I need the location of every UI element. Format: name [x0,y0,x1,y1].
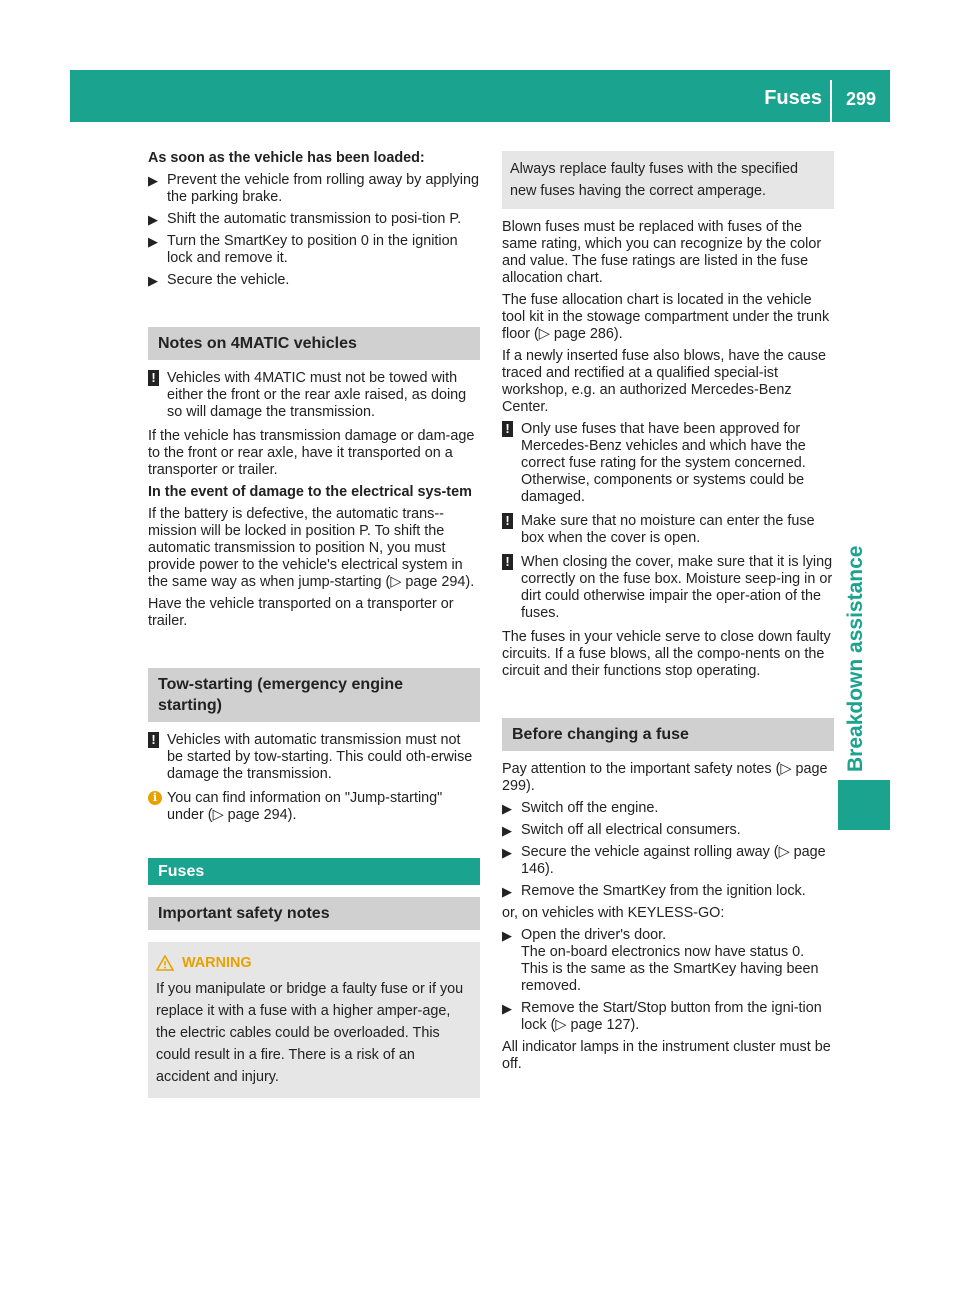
caution-note: ! Make sure that no moisture can enter the fuse box when the cover is open. [502,513,834,547]
paragraph: Have the vehicle transported on a transporter or trailer. [148,596,454,629]
left-column [148,150,480,1098]
electrical-heading: In the event of damage to the electrical sys-tem [148,484,472,500]
step-item: ▶ Turn the SmartKey to position 0 in the ignition lock and remove it. [148,233,458,266]
paragraph: All indicator lamps in the instrument cluster must be off. [502,1039,831,1072]
step-item: ▶ Switch off all electrical consumers. [502,822,741,838]
step-arrow-icon: ▶ [502,801,512,816]
header-bar [70,70,890,122]
step-item: ▶ Switch off the engine. [502,800,659,816]
paragraph: Blown fuses must be replaced with fuses of the same rating, which you can recognize by the color and value. The fuse ratings are listed in the fuse allocation chart. [502,219,822,286]
warning-text: If you manipulate or bridge a faulty fuse or if you replace it with a fuse with a higher amper-age, the electric cables could be overloaded. This could result in a fire. There is a risk of an accident and injury. [156,981,464,1085]
caution-icon: ! [502,421,513,437]
step-arrow-icon: ▶ [148,273,158,288]
paragraph: The fuse allocation chart is located in the vehicle tool kit in the stowage compartment under the trunk floor (▷ page 286). [502,292,830,342]
paragraph: If the battery is defective, the automatic trans-mission will be locked in position P. To shift the automatic transmission to position N, you must provide power to the vehicle's electrical system in the same way as when jump-starting (▷ page 294). [148,506,475,590]
step-arrow-icon: ▶ [148,173,158,188]
page-title: Fuses [764,87,822,109]
caution-note: ! Vehicles with 4MATIC must not be towed with either the front or the rear axle raised, as doing so will damage the transmission. [148,370,480,421]
step-arrow-icon: ▶ [502,1001,512,1016]
step-item: ▶ Remove the SmartKey from the ignition lock. [502,883,806,899]
caution-note: ! Vehicles with automatic transmission must not be started by tow-starting. This could oth-erwise damage the transmission. [148,732,480,783]
caution-note: ! Only use fuses that have been approved for Mercedes-Benz vehicles and which have the correct fuse rating for the system concerned. Otherwise, components or systems could be damaged. [502,421,834,506]
caution-icon: ! [502,513,513,529]
caution-icon: ! [148,732,159,748]
section-fuses-heading: Fuses [148,858,480,885]
caution-icon: ! [148,370,159,386]
callout-box: Always replace faulty fuses with the specified new fuses having the correct amperage. [502,151,834,209]
step-arrow-icon: ▶ [502,845,512,860]
paragraph: If the vehicle has transmission damage or dam-age to the front or rear axle, have it transported on a transporter or trailer. [148,428,475,478]
step-item: ▶ Open the driver's door. The on-board electronics now have status 0. This is the same as the SmartKey having been removed. [502,927,819,994]
paragraph: If a newly inserted fuse also blows, have the cause traced and rectified at a qualified special-ist workshop, e.g. an authorized Mercedes-Benz Center. [502,348,826,415]
step-arrow-icon: ▶ [502,928,512,943]
paragraph: Pay attention to the important safety notes (▷ page 299). [502,761,828,794]
step-item: ▶ Secure the vehicle against rolling away (▷ page 146). [502,844,826,877]
caution-icon: ! [502,554,513,570]
step-arrow-icon: ▶ [502,884,512,899]
step-item: ▶ Remove the Start/Stop button from the igni-tion lock (▷ page 127). [502,1000,822,1033]
step-arrow-icon: ▶ [502,823,512,838]
paragraph: The fuses in your vehicle serve to close down faulty circuits. If a fuse blows, all the compo-nents on the circuit and their functions stop operating. [502,629,831,679]
step-item: ▶ Shift the automatic transmission to posi-tion P. [148,211,462,227]
info-icon: i [148,791,162,805]
step-item: ▶ Secure the vehicle. [148,272,290,288]
page-number: 299 [845,89,877,109]
section-4matic-heading: Notes on 4MATIC vehicles [148,327,480,360]
step-arrow-icon: ▶ [148,212,158,227]
warning-triangle-icon [156,955,174,971]
section-safety-heading: Important safety notes [148,897,480,930]
side-tab-block [838,780,890,830]
step-arrow-icon: ▶ [148,234,158,249]
side-tab [838,540,890,830]
loaded-heading: As soon as the vehicle has been loaded: [148,150,425,166]
paragraph: or, on vehicles with KEYLESS-GO: [502,905,725,921]
warning-header: WARNING [156,952,472,974]
info-note: i You can find information on "Jump-starting" under (▷ page 294). [148,790,480,824]
side-tab-label: Breakdown assistance [844,545,867,772]
right-column [502,150,834,1078]
step-item: ▶ Prevent the vehicle from rolling away by applying the parking brake. [148,172,479,205]
section-before-heading: Before changing a fuse [502,718,834,751]
warning-box [148,942,480,1098]
section-tow-heading: Tow-starting (emergency engine starting) [148,668,480,722]
caution-note: ! When closing the cover, make sure that it is lying correctly on the fuse box. Moisture seep-ing in or dirt could otherwise impair the oper-ation of the fuses. [502,554,834,622]
